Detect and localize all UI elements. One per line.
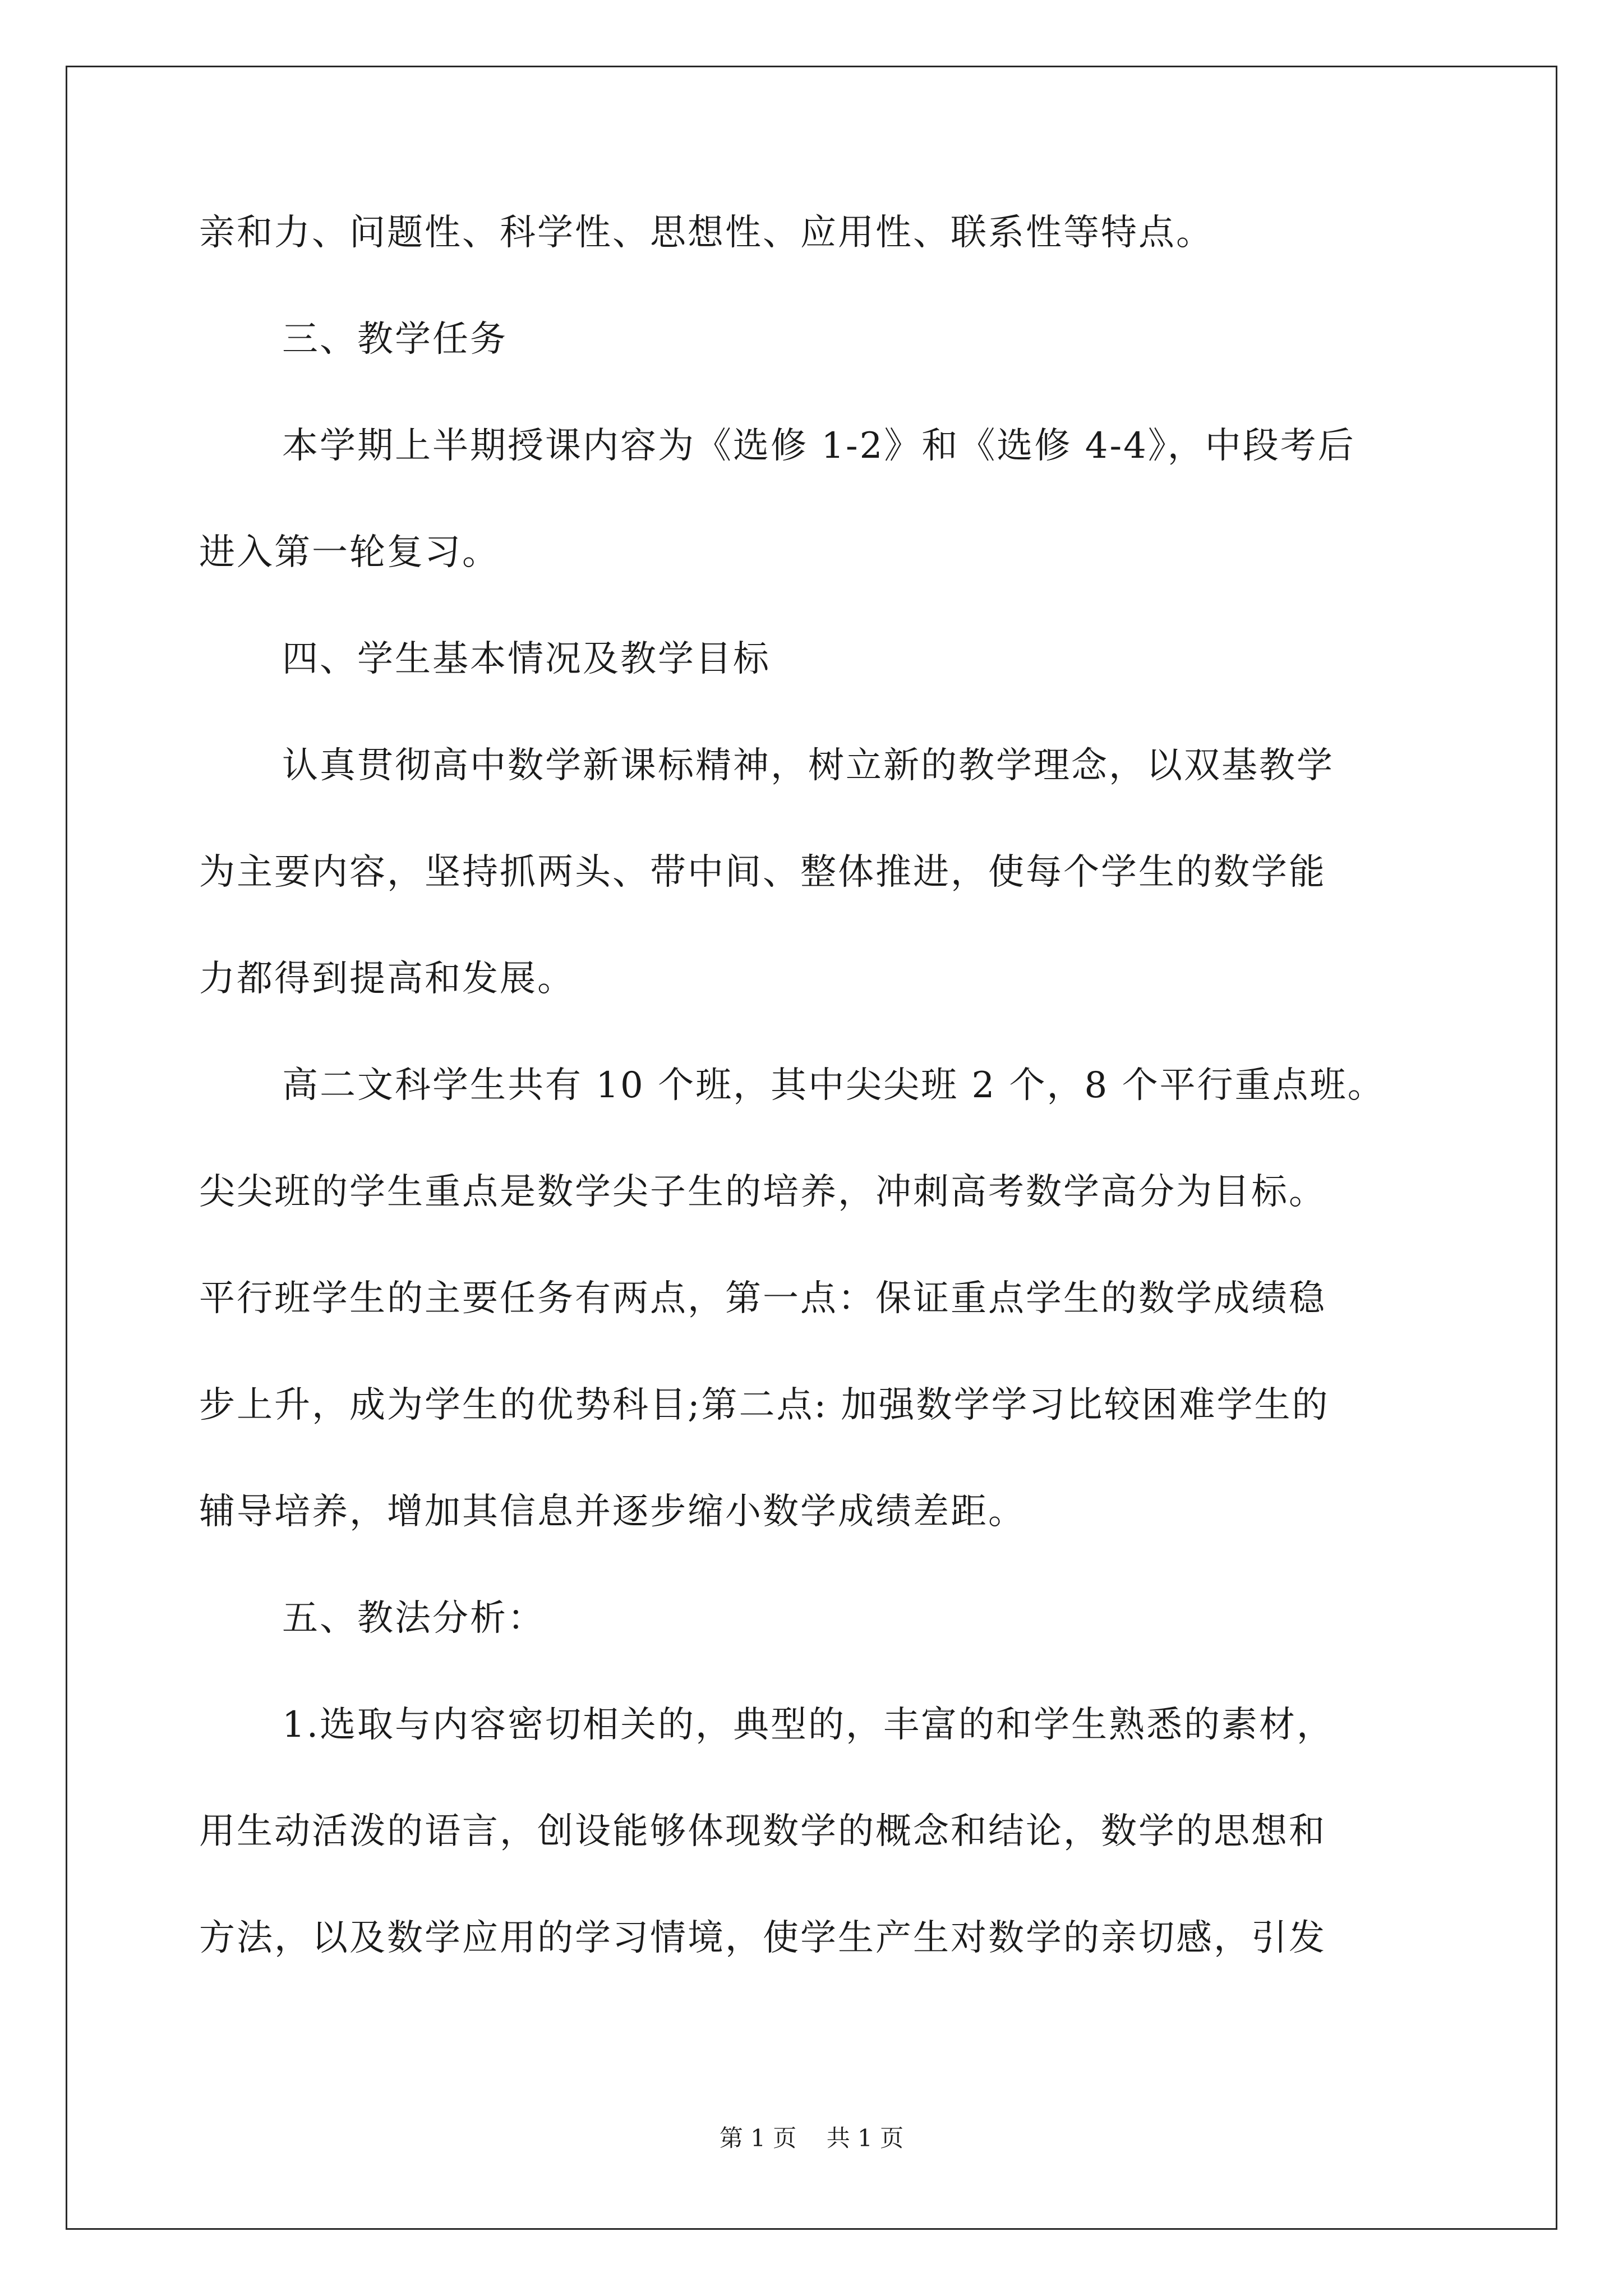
section-heading-teaching-method: 五、教法分析： (282, 1598, 545, 1639)
text-line: 高二文科学生共有 10 个班，其中尖尖班 2 个，8 个平行重点班。 (282, 1065, 1385, 1106)
text-line: 平行班学生的主要任务有两点，第一点：保证重点学生的数学成绩稳 (199, 1278, 1326, 1319)
text-line: 步上升，成为学生的优势科目;第二点: 加强数学学习比较困难学生的 (199, 1384, 1330, 1426)
section-heading-student-situation: 四、学生基本情况及教学目标 (282, 638, 771, 680)
text-line: 认真贯彻高中数学新课标精神，树立新的教学理念，以双基教学 (282, 745, 1334, 786)
section-heading-teaching-tasks: 三、教学任务 (282, 319, 508, 360)
text-line: 用生动活泼的语言，创设能够体现数学的概念和结论，数学的思想和 (199, 1811, 1326, 1852)
text-line: 亲和力、问题性、科学性、思想性、应用性、联系性等特点。 (199, 212, 1214, 254)
document-body (199, 205, 1447, 2017)
page-number-footer: 第 1 页 共 1 页 (719, 2124, 904, 2152)
text-line: 本学期上半期授课内容为《选修 1-2》和《选修 4-4》，中段考后 (282, 425, 1355, 467)
text-line: 方法，以及数学应用的学习情境，使学生产生对数学的亲切感，引发 (199, 1917, 1326, 1959)
text-line: 进入第一轮复习。 (199, 532, 500, 573)
text-line: 尖尖班的学生重点是数学尖子生的培养，冲刺高考数学高分为目标。 (199, 1171, 1326, 1213)
text-line: 辅导培养，增加其信息并逐步缩小数学成绩差距。 (199, 1491, 1026, 1533)
text-line: 为主要内容，坚持抓两头、带中间、整体推进，使每个学生的数学能 (199, 852, 1326, 893)
text-line: 1.选取与内容密切相关的，典型的，丰富的和学生熟悉的素材， (282, 1704, 1335, 1746)
text-line: 力都得到提高和发展。 (199, 958, 575, 1000)
